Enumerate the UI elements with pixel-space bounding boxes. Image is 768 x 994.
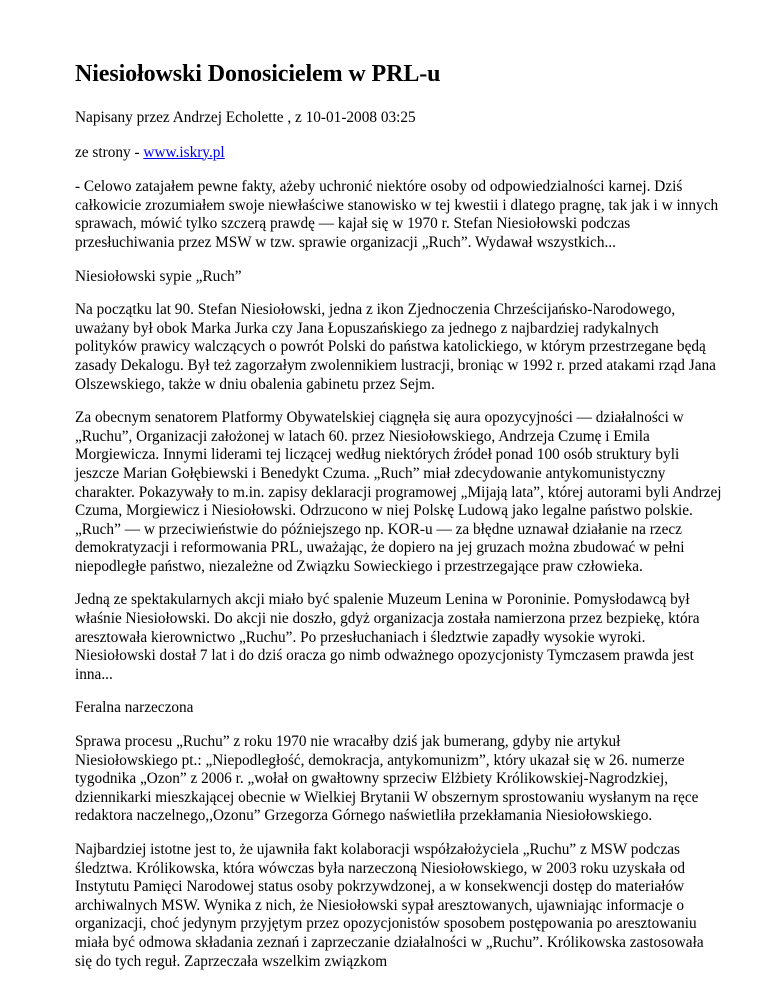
- paragraph-body: Najbardziej istotne jest to, że ujawniła fakt kolaboracji współzałożyciela „Ruchu” z MSW podczas śledztwa. Królikowska, która wówczas była narzeczoną Niesiołowskiego, w 2003 roku uzyskała od Instytutu Pamięci Narodowej status osoby pokrzywdzonej, a w konsekwencji dostęp do materiałów archiwalnych MSW. Wynika z nich, że Niesiołowski sypał aresztowanych, ujawniając informacje o organizacji, choć jedynym przyjętym przez opozycjonistów sposobem postępowania po aresztowaniu miała być odmowa składania zeznań i zaprzeczanie działalności w „Ruchu”. Królikowska zastosowała się do tych reguł. Zaprzeczała wszelkim związkom: [75, 841, 704, 970]
- section-heading-ruch: Niesiołowski sypie „Ruch”: [75, 267, 242, 285]
- article-source: [75, 144, 724, 163]
- paragraph-body: Sprawa procesu „Ruchu” z roku 1970 nie wracałby dziś jak bumerang, gdyby nie artykuł Niesiołowskiego pt.: „Niepodległość, demokracja, antykomunizm”, który ukazał się w 26. numerze tygodnika „Ozon” z 2006 r. „wołał on gwałtowny sprzeciw Elżbiety Królikowskiej-Nagrodzkiej, dziennikarki mieszkającej obecnie w Wielkiej Brytanii W obszernym sprostowaniu wysłanym na ręce redaktora naczelnego,,Ozonu” Grzegorza Górnego naświetliła przekłamania Niesiołowskiego.: [75, 733, 699, 825]
- paragraph-body: Na początku lat 90. Stefan Niesiołowski, jedna z ikon Zjednoczenia Chrześcijańsko-Narodowego, uważany był obok Marka Jurka czy Jana Łopuszańskiego za jednego z najbardziej radykalnych polityków prawicy walczących o powrót Polski do państwa katolickiego, w którym przestrzegane będą zasady Dekalogu. Był też zagorzałym zwolennikiem lustracji, broniąc w 1992 r. przed atakami rząd Jana Olszewskiego, także w dniu obalenia gabinetu przez Sejm.: [75, 301, 716, 393]
- article-byline: Napisany przez Andrzej Echolette , z 10-01-2008 03:25: [75, 109, 416, 126]
- article-title: Niesiołowski Donosicielem w PRL-u: [75, 61, 441, 87]
- source-link[interactable]: www.iskry.pl: [143, 143, 225, 161]
- paragraph-intro: - Celowo zatajałem pewne fakty, ażeby uchronić niektóre osoby od odpowiedzialności karnej. Dziś całkowicie zrozumiałem swoje niewłaściwe stanowisko w tej kwestii i dlatego pragnę, tak jak i w innych sprawach, mówić tylko szczerą prawdę — kajał się w 1970 r. Stefan Niesiołowski podczas przesłuchiwania przez MSW w tzw. sprawie organizacji „Ruch”. Wydawał wszystkich...: [75, 178, 719, 251]
- source-prefix: ze strony -: [75, 143, 144, 161]
- section-heading-narzeczona: Feralna narzeczona: [75, 699, 194, 717]
- paragraph-body: Za obecnym senatorem Platformy Obywatelskiej ciągnęła się aura opozycyjności — działalności w „Ruchu”, Organizacji założonej w latach 60. przez Niesiołowskiego, Andrzeja Czumę i Emila Morgiewicza. Innymi liderami tej liczącej według niektórych źródeł ponad 100 osób struktury byli jeszcze Marian Gołębiewski i Benedykt Czuma. „Ruch” miał zdecydowanie antykomunistyczny charakter. Pokazywały to m.in. zapisy deklaracji programowej „Mijają lata”, której autorami byli Andrzej Czuma, Morgiewicz i Niesiołowski. Odrzucono w niej Polskę Ludową jako legalne państwo polskie. „Ruch” — w przeciwieństwie do późniejszego np. KOR-u — za błędne uznawał działanie na rzecz demokratyzacji i reformowania PRL, uważając, że dopiero na jej gruzach można zbudować w pełni niepodległe państwo, niezależne od Związku Sowieckiego i przestrzegające praw człowieka.: [75, 409, 722, 575]
- paragraph-body: Jedną ze spektakularnych akcji miało być spalenie Muzeum Lenina w Poroninie. Pomysłodawcą był właśnie Niesiołowski. Do akcji nie doszło, gdyż organizacja została namierzona przez bezpiekę, która aresztowała kierownictwo „Ruchu”. Po przesłuchaniach i śledztwie zapadły wysokie wyroki. Niesiołowski dostał 7 lat i do dziś oracza go nimb odważnego opozycjonisty Tymczasem prawda jest inna...: [75, 591, 700, 683]
